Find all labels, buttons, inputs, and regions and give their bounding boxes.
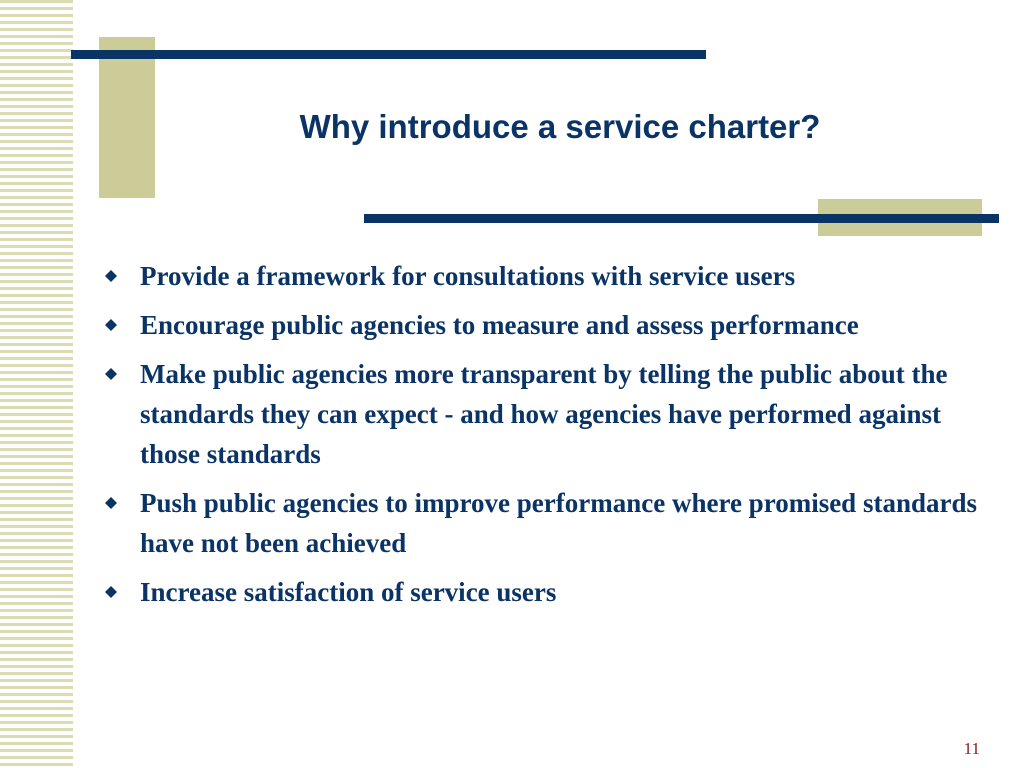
decorative-tan-block-left (99, 37, 155, 198)
diamond-icon (105, 368, 117, 380)
diamond-icon (105, 586, 117, 598)
bullet-item (100, 483, 980, 563)
bullet-list (100, 256, 980, 621)
decorative-rule-top (71, 50, 706, 59)
diamond-icon (105, 319, 117, 331)
page-number: 11 (963, 739, 980, 758)
decorative-stripe-band (0, 0, 73, 768)
bullet-text: Provide a framework for consultations with service users (140, 261, 796, 291)
bullet-item (100, 305, 980, 345)
bullet-item (100, 256, 980, 296)
diamond-icon (105, 270, 117, 282)
bullet-text: Push public agencies to improve performance where promised standards have not been achieved (140, 488, 977, 558)
bullet-item (100, 354, 980, 474)
decorative-rule-bottom (364, 214, 999, 223)
bullet-text: Increase satisfaction of service users (140, 577, 557, 607)
bullet-text: Encourage public agencies to measure and assess performance (140, 310, 859, 340)
bullet-item (100, 572, 980, 612)
diamond-icon (105, 497, 117, 509)
bullet-text: Make public agencies more transparent by telling the public about the standards they can expect - and how agencies have performed against those standards (140, 359, 948, 469)
slide-title: Why introduce a service charter? (299, 108, 821, 145)
